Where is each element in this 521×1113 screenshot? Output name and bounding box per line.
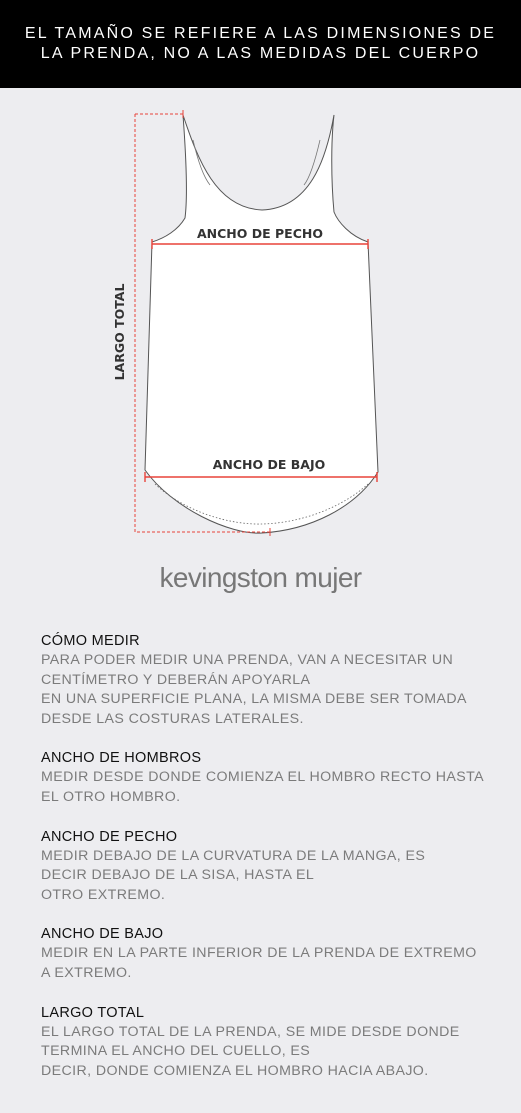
- section-how-to-measure: [41, 631, 501, 729]
- chest-label: ANCHO DE PECHO: [197, 226, 323, 241]
- size-notice-banner: [0, 0, 521, 88]
- section-title: LARGO TOTAL: [41, 1004, 145, 1021]
- back-neckline: [193, 140, 320, 185]
- section-hem-width: [41, 924, 501, 983]
- measurement-instructions: [41, 631, 501, 1100]
- brand-logo: kevingston mujer: [159, 562, 362, 593]
- section-title: ANCHO DE HOMBROS: [41, 750, 202, 767]
- section-total-length: [41, 1003, 501, 1082]
- length-label: LARGO TOTAL: [112, 283, 127, 381]
- tank-top-illustration: [0, 100, 521, 550]
- garment-measurement-diagram: [0, 100, 521, 550]
- section-text: MEDIR DEBAJO DE LA CURVATURA DE LA MANGA, ES DECIR DEBAJO DE LA SISA, HASTA EL OTRO EXTREMO.: [41, 847, 426, 903]
- size-notice-text: EL TAMAÑO SE REFIERE A LAS DIMENSIONES DE LA PRENDA, NO A LAS MEDIDAS DEL CUERPO: [24, 25, 497, 62]
- hem-label: ANCHO DE BAJO: [212, 457, 326, 472]
- section-title: ANCHO DE BAJO: [41, 926, 164, 943]
- section-chest-width: [41, 827, 501, 906]
- section-shoulder-width: [41, 748, 501, 807]
- section-text: MEDIR DESDE DONDE COMIENZA EL HOMBRO RECTO HASTA EL OTRO HOMBRO.: [41, 769, 485, 805]
- section-text: PARA PODER MEDIR UNA PRENDA, VAN A NECESITAR UN CENTÍMETRO Y DEBERÁN APOYARLA EN UNA SUPERFICIE PLANA, LA MISMA DEBE SER TOMADA DESDE LAS COSTURAS LATERALES.: [41, 652, 467, 727]
- section-title: ANCHO DE PECHO: [41, 828, 178, 845]
- section-text: MEDIR EN LA PARTE INFERIOR DE LA PRENDA DE EXTREMO A EXTREMO.: [41, 945, 477, 981]
- section-title: CÓMO MEDIR: [41, 633, 140, 649]
- section-text: EL LARGO TOTAL DE LA PRENDA, SE MIDE DESDE DONDE TERMINA EL ANCHO DEL CUELLO, ES DECIR, DONDE COMIENZA EL HOMBRO HACIA ABAJO.: [41, 1023, 460, 1079]
